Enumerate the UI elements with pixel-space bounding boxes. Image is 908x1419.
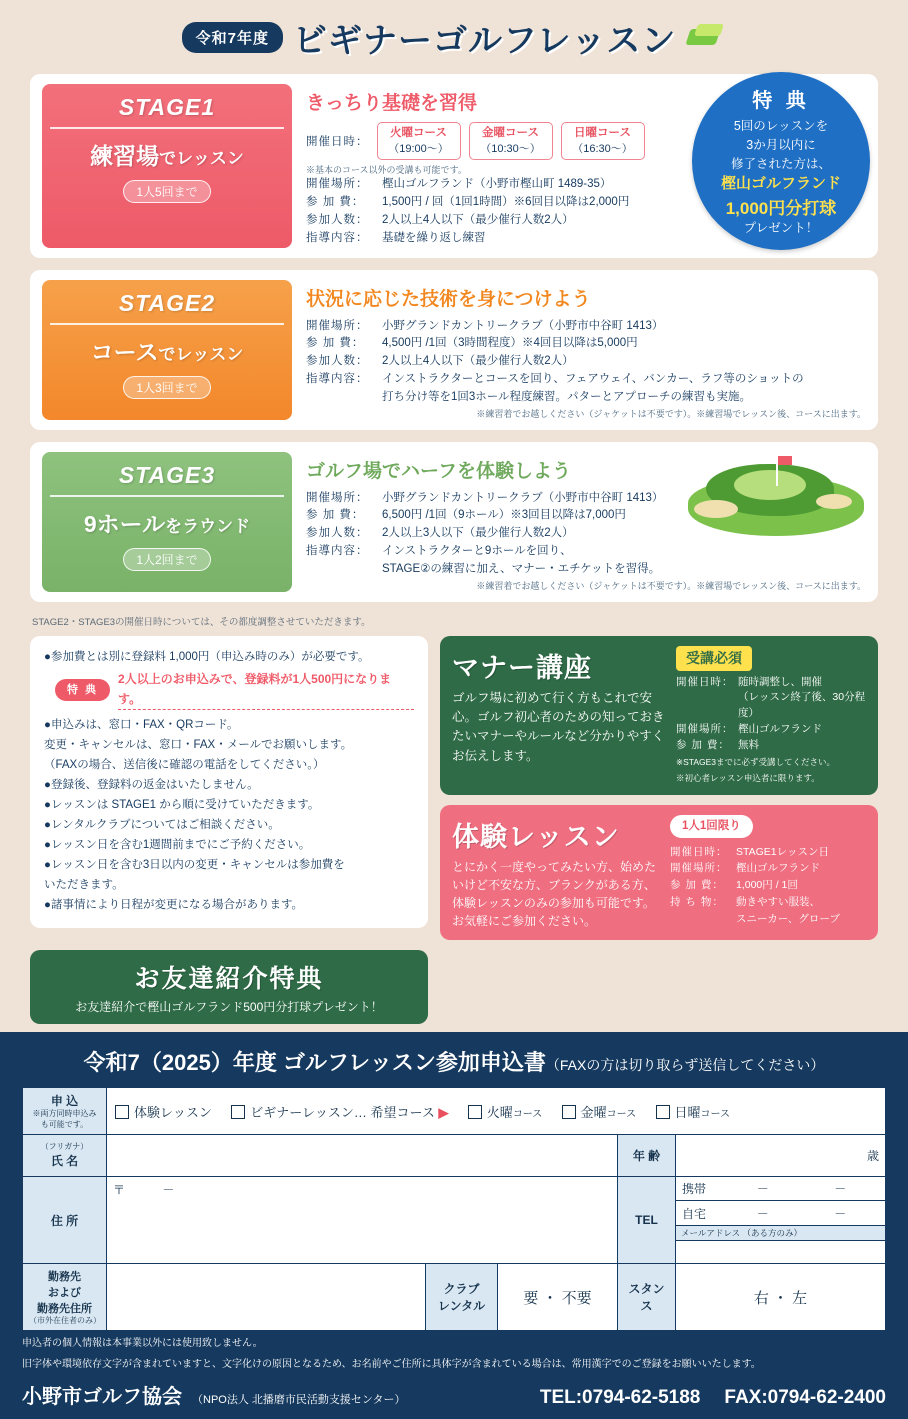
course-sunday-time: （16:30～）	[572, 142, 633, 155]
rental-value[interactable]: 要 ・ 不要	[498, 1264, 618, 1331]
stage-3-footnote: ※練習着でお越しください（ジャケットは不要です）。※練習場でレッスン後、コースに出ます。	[476, 580, 866, 591]
stage-3-fee-value: 6,500円 /1回（9ホール）※3回目以降は7,000円	[382, 509, 626, 522]
stage-2-block	[30, 270, 878, 430]
stage-2-row-fee	[306, 335, 866, 353]
tel-cell[interactable]	[676, 1177, 886, 1226]
note-item: ●申込みは、窓口・FAX・QRコード。	[44, 719, 239, 732]
manner-note-1: ※STAGE3までに必ず受講してください。	[676, 757, 836, 768]
table-row-address	[23, 1177, 886, 1226]
tel-dash-1: －	[756, 1182, 769, 1197]
stage-3-sub-small: をラウンド	[165, 516, 251, 536]
year-badge: 令和7年度	[182, 22, 283, 53]
address-input[interactable]	[107, 1177, 618, 1264]
mail-input[interactable]	[676, 1241, 885, 1263]
stage-2-row-content	[306, 371, 866, 389]
stance-value[interactable]: 右 ・ 左	[676, 1264, 886, 1331]
mail-cell[interactable]	[676, 1226, 886, 1264]
note-item: ●レンタルクラブについてはご相談ください。	[44, 819, 280, 832]
contact-fax: FAX:0794-62-2400	[724, 1387, 886, 1409]
stage-1-limit: 1人5回まで	[123, 180, 210, 203]
trial-date-value: STAGE1レッスン日	[736, 845, 830, 858]
option-trial[interactable]	[115, 1102, 212, 1121]
name-input[interactable]	[107, 1135, 618, 1177]
stage-2-people-value: 2人以上4人以下（最少催行人数2人）	[382, 355, 574, 368]
stage-2-people-label: 参加人数：	[306, 355, 369, 368]
page-title: ビギナーゴルフレッスン	[293, 21, 677, 60]
friend-title: お友達紹介特典	[134, 965, 324, 994]
manner-fee-label: 参 加 費：	[676, 738, 730, 751]
name-furigana-label: （フリガナ）	[40, 1141, 89, 1151]
trial-title: 体験レッスン	[452, 822, 620, 853]
note-item: ●参加費とは別に登録料 1,000円（申込み時のみ）が必要です。	[44, 650, 370, 663]
benefit-badge	[692, 72, 870, 250]
stage-2-details	[306, 280, 866, 420]
organization-sub: （NPO法人 北播磨市民活動支援センター）	[192, 1394, 406, 1407]
right-column	[440, 636, 878, 941]
benefit-line3: 修了された方は、	[730, 156, 831, 171]
notes-list-2	[44, 716, 414, 915]
age-input[interactable]	[676, 1135, 886, 1177]
stage-2-content2-value: 打ち分け等を1回3ホール程度練習。パターとアプローチの練習も実施。	[382, 390, 752, 403]
table-row-apply	[23, 1088, 886, 1135]
option-friday-label: 金曜	[580, 1104, 607, 1120]
friend-sub: お友達紹介で樫山ゴルフランド500円分打球プレゼント！	[75, 1000, 383, 1015]
apply-label-cell	[23, 1088, 107, 1135]
stage-3-limit: 1人2回まで	[123, 548, 210, 571]
stage-1-row-people	[306, 212, 676, 230]
manner-place-value: 樫山ゴルフランド	[738, 722, 822, 735]
stage-3-header	[42, 452, 292, 592]
stage-1-people-label: 参加人数：	[306, 213, 369, 226]
form-title-note: （FAXの方は切り取らず送信してください）	[545, 1057, 825, 1074]
stage-1-content-label: 指導内容：	[306, 231, 369, 244]
stage-3-place-label: 開催場所：	[306, 491, 369, 504]
stage-1-row-fee	[306, 194, 676, 212]
stance-label-cell: スタンス	[618, 1264, 676, 1331]
trial-items2-label	[670, 911, 736, 928]
manner-fee-value: 無料	[738, 738, 759, 751]
benefit-line4: プレゼント！	[743, 220, 819, 235]
tokuten-text: 2人以上のお申込みで、登録料が1人500円になります。	[118, 670, 414, 711]
stage-3-sub-main: 9ホール	[83, 510, 166, 537]
name-label-cell	[23, 1135, 107, 1177]
stage-1-row-content	[306, 230, 676, 248]
option-tuesday[interactable]	[468, 1102, 543, 1121]
stage-1-fee-label: 参 加 費：	[306, 196, 365, 209]
notes-box	[30, 636, 428, 928]
stage-1-headline: きっちり基礎を習得	[306, 93, 478, 114]
form-title	[22, 1046, 886, 1077]
stage-2-headline: 状況に応じた技術を身につけよう	[306, 288, 591, 310]
rental-label-1: クラブ	[443, 1282, 480, 1297]
footer-bar	[0, 1378, 908, 1419]
trial-left	[452, 815, 660, 930]
checkbox-icon[interactable]	[115, 1105, 129, 1119]
tokuten-row	[55, 670, 414, 711]
benefit-highlight2: 1,000円分打球	[725, 198, 837, 218]
stage-3-content2-value: STAGE②の練習に加え、マナー・エチケットを習得。	[382, 562, 661, 575]
stage-1-sub-small: でレッスン	[159, 149, 244, 168]
stage-2-content-value: インストラクターとコースを回り、フェアウェイ、バンカー、ラフ等のショットの	[382, 373, 804, 386]
stage-1-fee-value: 1,500円 / 回（1回1時間）※6回目以降は2,000円	[382, 196, 630, 209]
trial-row-items	[670, 894, 866, 911]
benefit-line2: 3か月以内に	[746, 138, 816, 153]
trial-row-date	[670, 844, 866, 861]
stage-2-header	[42, 280, 292, 420]
apply-note: ※両方同時申込みも可能です。	[32, 1109, 97, 1129]
manner-row-date	[676, 675, 866, 691]
trial-fee-value: 1,000円 / 1回	[736, 879, 798, 892]
stage-1-date-label: 開催日時：	[306, 136, 369, 149]
stage-2-row-content2	[306, 389, 866, 407]
option-beginner-sub: 希望コース	[370, 1104, 435, 1120]
stage-2-place-label: 開催場所：	[306, 319, 369, 332]
stage-3-name: STAGE3	[50, 462, 284, 497]
tel-home-label: 自宅	[682, 1206, 707, 1221]
form-footer-note-2: 旧字体や環境依存文字が含まれていますと、文字化けの原因となるため、お名前やご住所に具体字が含まれている場合は、常用漢字でのご登録をお願いいたします。	[22, 1358, 761, 1370]
option-friday-sub: コース	[606, 1108, 637, 1120]
page-header	[0, 0, 908, 74]
note-item: ●諸事情により日程が変更になる場合があります。	[44, 899, 304, 912]
note-item: いただきます。	[44, 879, 124, 892]
name-label: 氏 名	[50, 1154, 79, 1169]
course-tuesday-time: （19:00～）	[388, 142, 449, 155]
stage-2-row-place	[306, 318, 866, 336]
work-input[interactable]	[107, 1264, 426, 1331]
course-option-sunday	[561, 122, 645, 160]
stage-3-content-label: 指導内容：	[306, 545, 369, 558]
note-item: ●レッスン日を含む3日以内の変更・キャンセルは参加費を	[44, 859, 345, 872]
manner-date2-label	[676, 690, 738, 722]
address-label-cell: 住 所	[23, 1177, 107, 1264]
notes-list	[44, 648, 414, 667]
golf-course-illustration	[688, 448, 864, 540]
stage-2-subtitle	[50, 334, 284, 367]
note-item: 変更・キャンセルは、窓口・FAX・メールでお願いします。	[44, 739, 353, 752]
stage-2-fee-label: 参 加 費：	[306, 337, 365, 350]
option-beginner[interactable]	[231, 1102, 448, 1121]
course-sunday-name: 日曜コース	[574, 127, 631, 139]
stage-1-content-value: 基礎を繰り返し練習	[382, 231, 486, 244]
zip-dash: －	[162, 1183, 175, 1198]
trial-row-items2	[670, 911, 866, 928]
rental-label-2: レンタル	[437, 1299, 486, 1314]
tokuten-badge: 特 典	[55, 679, 110, 701]
option-beginner-label: ビギナーレッスン…	[250, 1104, 367, 1120]
manner-body: ゴルフ場に初めて行く方もこれで安心。ゴルフ初心者のための知っておきたいマナーやルールなど分かりやすくお伝えします。	[452, 690, 665, 763]
stage-1-sub-main: 練習場	[90, 143, 160, 169]
work-label-1: 勤務先	[48, 1271, 81, 1284]
manner-course-box	[440, 636, 878, 796]
stage-3-place-value: 小野グランドカントリークラブ（小野市中谷町 1413）	[382, 491, 664, 504]
mail-label: メールアドレス	[681, 1228, 741, 1239]
stage-2-footnote: ※練習着でお越しください（ジャケットは不要です）。※練習場でレッスン後、コースに出ます。	[476, 408, 866, 419]
course-option-friday	[469, 122, 553, 160]
golf-green-icon	[686, 23, 726, 51]
stage-3-content-value: インストラクターと9ホールを回り、	[382, 545, 572, 558]
stage-1-header	[42, 84, 292, 248]
benefit-highlight1: 樫山ゴルフランド	[720, 174, 841, 192]
manner-row-place	[676, 722, 866, 738]
manner-left	[452, 646, 666, 786]
stage-2-limit: 1人3回まで	[123, 376, 210, 399]
form-title-main: 令和7（2025）年度 ゴルフレッスン参加申込書	[83, 1050, 546, 1076]
option-sunday[interactable]	[656, 1102, 731, 1121]
stage-2-row-people	[306, 353, 866, 371]
stage-3-block	[30, 442, 878, 602]
stage-3-content2-label	[306, 561, 382, 579]
application-form	[0, 1032, 908, 1378]
option-trial-label: 体験レッスン	[134, 1104, 212, 1120]
manner-date2-value: （レッスン終了後、30分程度）	[738, 691, 866, 720]
tel-dash-4: －	[834, 1206, 847, 1221]
stage-2-sub-main: コース	[90, 338, 159, 365]
tel-dash-3: －	[756, 1206, 769, 1221]
contact-tel: TEL:0794-62-5188	[539, 1387, 701, 1409]
note-item: ●登録後、登録料の返金はいたしません。	[44, 779, 259, 792]
trial-items2-value: スニーカー、グローブ	[736, 912, 840, 925]
checkbox-icon[interactable]	[562, 1105, 576, 1119]
organization-name: 小野市ゴルフ協会	[22, 1386, 182, 1409]
note-item: ●レッスンは STAGE1 から順に受けていただきます。	[44, 799, 320, 812]
lower-info-area	[30, 636, 878, 941]
form-footer-note-1: 申込者の個人情報は本事業以外には使用致しません。	[22, 1338, 263, 1350]
work-label-4: （市外在住者のみ）	[29, 1316, 101, 1326]
checkbox-icon[interactable]	[231, 1105, 245, 1119]
application-table	[22, 1087, 886, 1331]
stage-2-name: STAGE2	[50, 290, 284, 325]
mail-sub-label: （ある方のみ）	[742, 1228, 802, 1239]
trial-body: とにかく一度やってみたい方、始めたいけど不安な方、ブランクがある方、体験レッスンのみの参加も可能です。お気軽にご参加ください。	[452, 860, 657, 929]
stage-1-subtitle	[50, 138, 284, 171]
manner-row-fee	[676, 738, 866, 754]
trial-items-value: 動きやすい服装、	[736, 896, 820, 909]
work-label-3: 勤務先住所	[37, 1303, 92, 1316]
checkbox-icon[interactable]	[468, 1105, 482, 1119]
age-label-cell: 年 齢	[618, 1135, 676, 1177]
option-tuesday-label: 火曜	[486, 1104, 513, 1120]
stage-2-fee-value: 4,500円 /1回（3時間程度）※4回目以降は5,000円	[382, 337, 638, 350]
course-friday-name: 金曜コース	[482, 127, 539, 139]
benefit-line1: 5回のレッスンを	[733, 119, 829, 134]
apply-options-cell	[107, 1088, 886, 1135]
friend-referral-box	[30, 950, 428, 1024]
stage-3-people-label: 参加人数：	[306, 527, 369, 540]
course-option-tuesday	[377, 122, 461, 160]
stage-1-people-value: 2人以上4人以下（最少催行人数2人）	[382, 213, 574, 226]
manner-date-value: 随時調整し、開催	[738, 675, 822, 688]
note-item: ●レッスン日を含む1週間前までにご予約ください。	[44, 839, 311, 852]
trial-row-place	[670, 860, 866, 877]
stage-1-course-note: ※基本のコース以外の受講も可能です。	[306, 165, 467, 176]
manner-place-label: 開催場所：	[676, 722, 734, 735]
stage-schedule-note: STAGE2・STAGE3の開催日時については、その都度調整させていただきます。	[32, 616, 371, 628]
arrow-icon: ▶	[438, 1104, 449, 1120]
tel-dash-2: －	[834, 1182, 847, 1197]
trial-place-value: 樫山ゴルフランド	[736, 862, 820, 875]
manner-required-badge: 受講必須	[676, 646, 752, 671]
trial-date-label: 開催日時：	[670, 845, 728, 858]
work-label-2: および	[48, 1287, 81, 1300]
stage-3-subtitle	[50, 506, 284, 539]
tel-label-cell: TEL	[618, 1177, 676, 1264]
checkbox-icon[interactable]	[656, 1105, 670, 1119]
stage-1-name: STAGE1	[50, 94, 284, 129]
course-tuesday-name: 火曜コース	[390, 127, 447, 139]
trial-once-badge: 1人1回限り	[670, 815, 753, 837]
stage-3-row-content2	[306, 561, 866, 579]
trial-place-label: 開催場所：	[670, 862, 728, 875]
stage-2-sub-small: でレッスン	[158, 344, 244, 364]
option-tuesday-sub: コース	[512, 1108, 543, 1120]
option-sunday-label: 日曜	[674, 1104, 701, 1120]
benefit-title: 特 典	[752, 90, 810, 113]
stage-2-content-label: 指導内容：	[306, 373, 369, 386]
stage-1-courses	[306, 122, 676, 160]
stage-1-place-value: 樫山ゴルフランド（小野市樫山町 1489-35）	[382, 178, 612, 191]
trial-lesson-box	[440, 805, 878, 940]
option-sunday-sub: コース	[700, 1108, 731, 1120]
manner-note-2: ※初心者レッスン申込者に限ります。	[676, 773, 820, 784]
stage-3-row-content	[306, 543, 866, 561]
apply-label: 申 込	[50, 1094, 79, 1109]
manner-row-date2	[676, 690, 866, 722]
table-row-name	[23, 1135, 886, 1177]
stage-1-row-place	[306, 176, 676, 194]
stage-3-people-value: 2人以上3人以下（最少催行人数2人）	[382, 527, 574, 540]
course-friday-time: （10:30～）	[480, 142, 541, 155]
table-row-work	[23, 1264, 886, 1331]
stage-1-place-label: 開催場所：	[306, 178, 369, 191]
trial-items-label: 持 ち 物：	[670, 896, 724, 909]
stage-3-details	[306, 452, 866, 592]
manner-right	[676, 646, 866, 786]
stage-3-fee-label: 参 加 費：	[306, 509, 365, 522]
stage-2-content2-label	[306, 389, 382, 407]
option-friday[interactable]	[562, 1102, 637, 1121]
age-unit: 歳	[866, 1149, 879, 1164]
work-label-cell	[23, 1264, 107, 1331]
trial-right	[670, 815, 866, 930]
rental-label-cell	[426, 1264, 498, 1331]
note-item: （FAXの場合、送信後に確認の電話をしてください。）	[44, 759, 325, 772]
trial-row-fee	[670, 877, 866, 894]
stage-3-headline: ゴルフ場でハーフを体験しよう	[306, 460, 572, 482]
manner-title: マナー講座	[452, 652, 592, 683]
zip-mark: 〒	[113, 1183, 126, 1198]
manner-date-label: 開催日時：	[676, 675, 734, 688]
stage-2-place-value: 小野グランドカントリークラブ（小野市中谷町 1413）	[382, 319, 664, 332]
tel-mobile-label: 携帯	[682, 1182, 707, 1197]
trial-fee-label: 参 加 費：	[670, 879, 724, 892]
